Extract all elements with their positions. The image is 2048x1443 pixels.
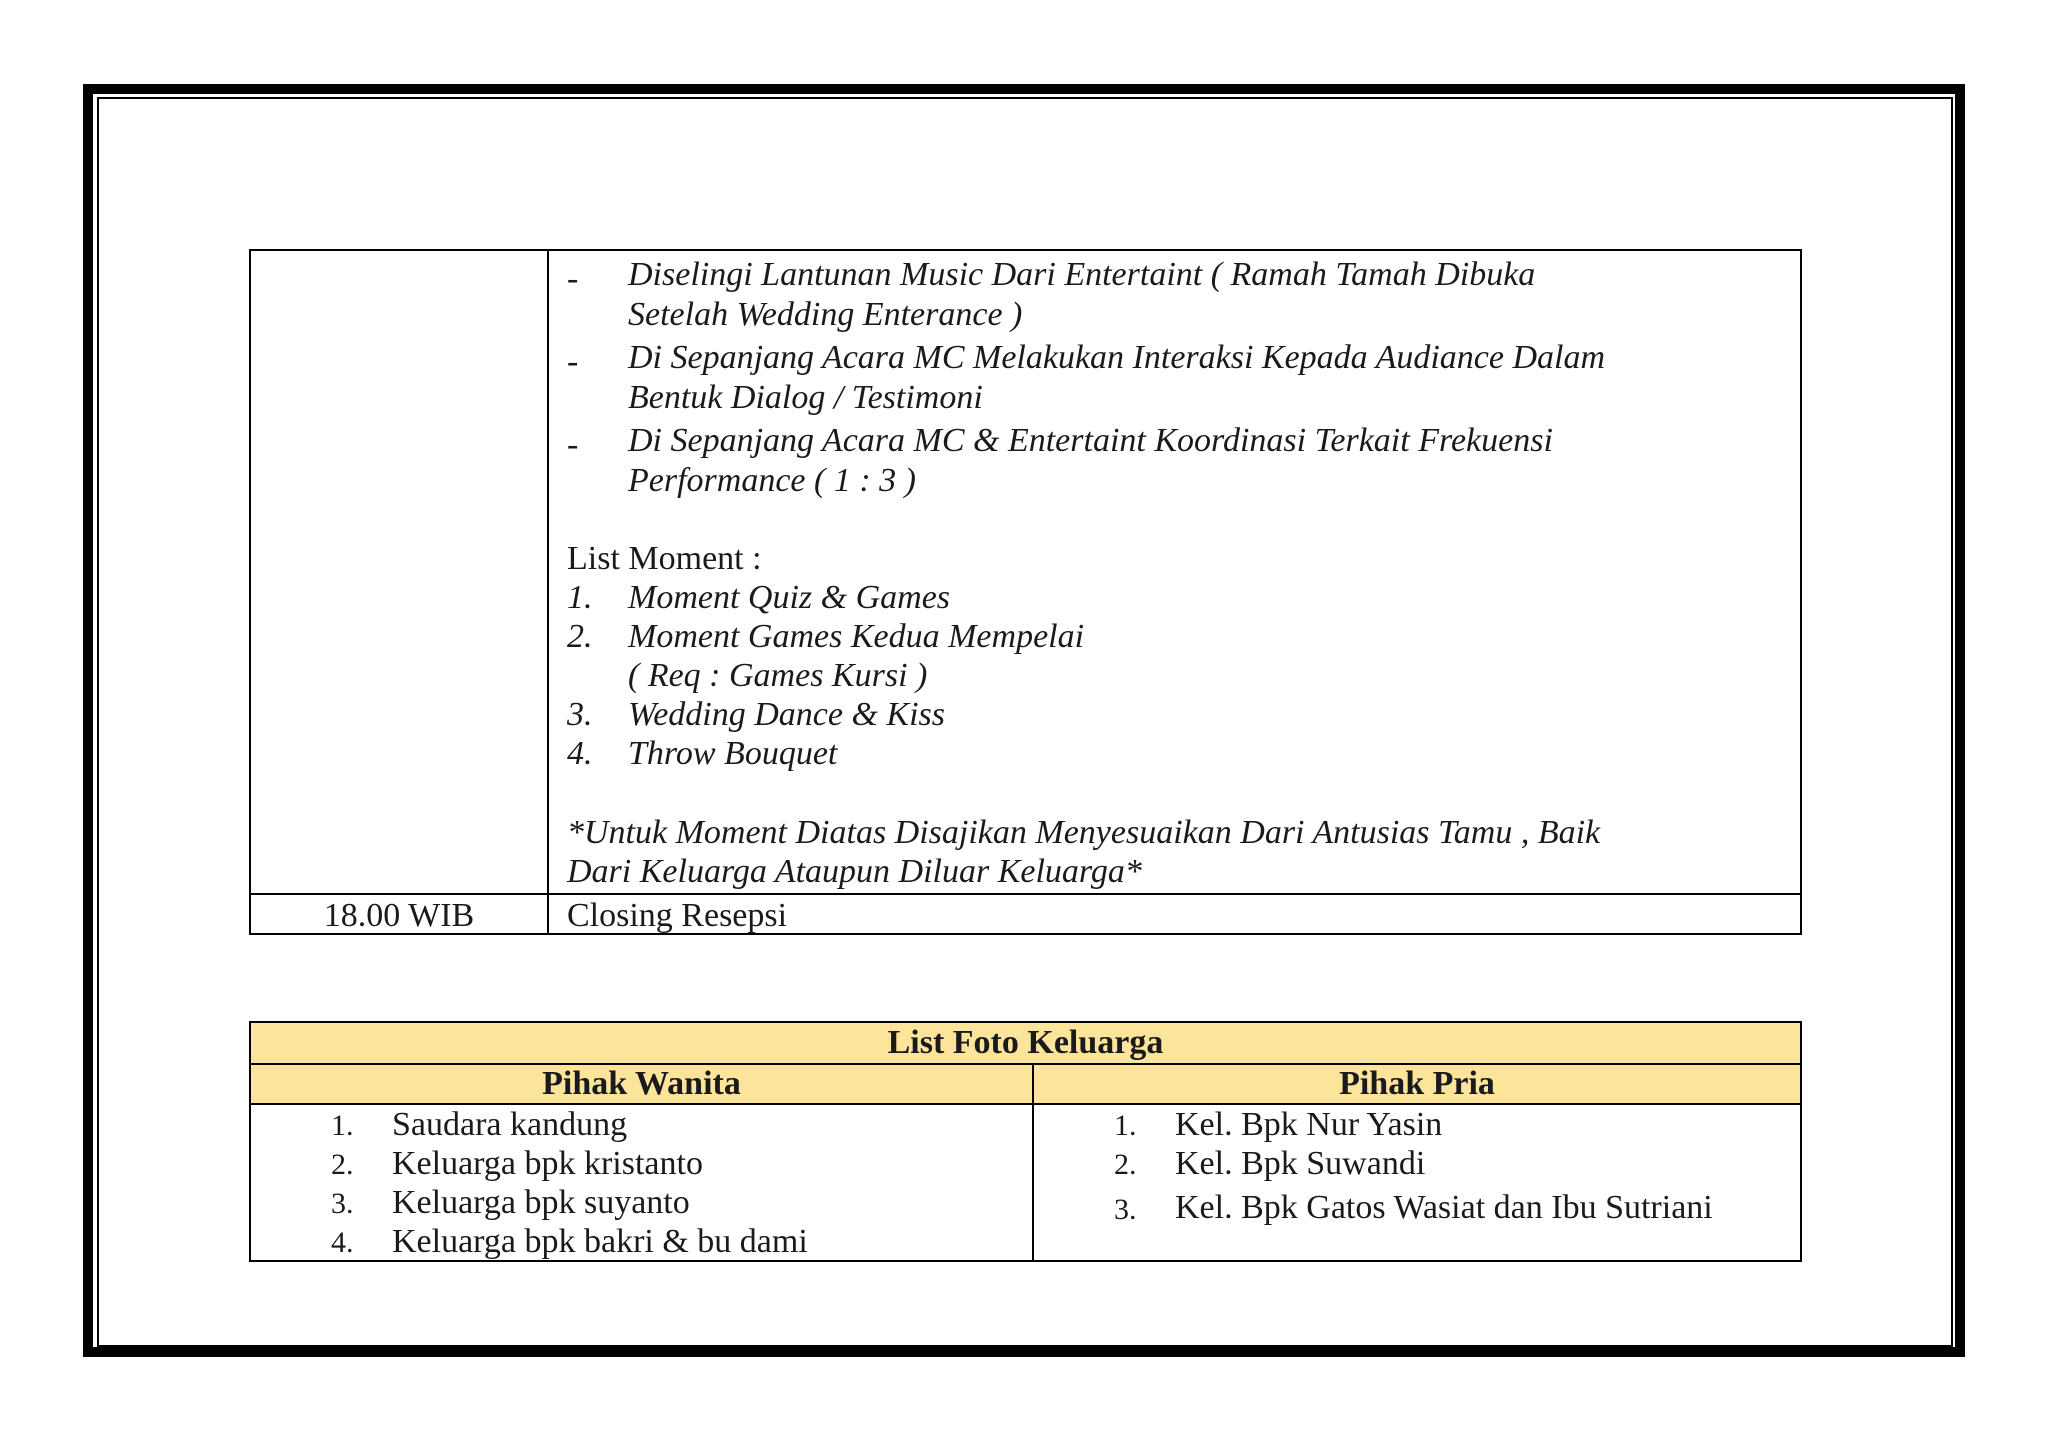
note-1-marker: - <box>567 260 579 297</box>
moment-2-subtext: ( Req : Games Kursi ) <box>628 657 928 694</box>
family-photo-table <box>249 1021 1802 1262</box>
moment-2-text: Moment Games Kedua Mempelai <box>628 618 1085 655</box>
groom-item-1: Kel. Bpk Nur Yasin <box>1175 1106 1443 1143</box>
bride-side-header: Pihak Wanita <box>542 1065 741 1102</box>
moment-1-text: Moment Quiz & Games <box>628 579 951 616</box>
bride-item-1-number: 1. <box>331 1109 354 1142</box>
moment-4-text: Throw Bouquet <box>628 735 838 772</box>
list-moment-title: List Moment : <box>567 540 762 577</box>
moment-1-number: 1. <box>567 579 593 616</box>
closing-label: Closing Resepsi <box>567 897 788 934</box>
bride-item-4-number: 4. <box>331 1226 354 1259</box>
note-2-line-1: Di Sepanjang Acara MC Melakukan Interaksi Kepada Audiance Dalam <box>628 339 1606 376</box>
family-photo-title: List Foto Keluarga <box>887 1024 1164 1061</box>
groom-item-2: Kel. Bpk Suwandi <box>1175 1145 1426 1182</box>
column-divider <box>547 251 549 933</box>
row-divider <box>251 893 1800 895</box>
groom-item-3: Kel. Bpk Gatos Wasiat dan Ibu Sutriani <box>1175 1189 1713 1226</box>
note-1-line-2: Setelah Wedding Enterance ) <box>628 296 1023 333</box>
moment-4-number: 4. <box>567 735 593 772</box>
footnote-line-1: *Untuk Moment Diatas Disajikan Menyesuaikan Dari Antusias Tamu , Baik <box>567 814 1601 851</box>
bride-item-3: Keluarga bpk suyanto <box>392 1184 690 1221</box>
bride-item-2-number: 2. <box>331 1148 354 1181</box>
note-1-line-1: Diselingi Lantunan Music Dari Entertaint ( Ramah Tamah Dibuka <box>628 256 1536 293</box>
schedule-table <box>249 249 1802 935</box>
note-2-marker: - <box>567 343 579 380</box>
moment-3-number: 3. <box>567 696 593 733</box>
moment-2-number: 2. <box>567 618 593 655</box>
footnote-line-2: Dari Keluarga Ataupun Diluar Keluarga* <box>567 853 1142 890</box>
closing-time: 18.00 WIB <box>323 897 475 934</box>
bride-item-3-number: 3. <box>331 1187 354 1220</box>
moment-3-text: Wedding Dance & Kiss <box>628 696 946 733</box>
note-3-marker: - <box>567 426 579 463</box>
groom-item-2-number: 2. <box>1114 1148 1137 1181</box>
note-3-line-2: Performance ( 1 : 3 ) <box>628 462 916 499</box>
bride-item-1: Saudara kandung <box>392 1106 628 1143</box>
groom-side-header: Pihak Pria <box>1339 1065 1495 1102</box>
note-2-line-2: Bentuk Dialog / Testimoni <box>628 379 983 416</box>
bride-item-2: Keluarga bpk kristanto <box>392 1145 703 1182</box>
groom-item-3-number: 3. <box>1114 1193 1137 1226</box>
groom-item-1-number: 1. <box>1114 1109 1137 1142</box>
bride-item-4: Keluarga bpk bakri & bu dami <box>392 1223 808 1260</box>
note-3-line-1: Di Sepanjang Acara MC & Entertaint Koordinasi Terkait Frekuensi <box>628 422 1553 459</box>
